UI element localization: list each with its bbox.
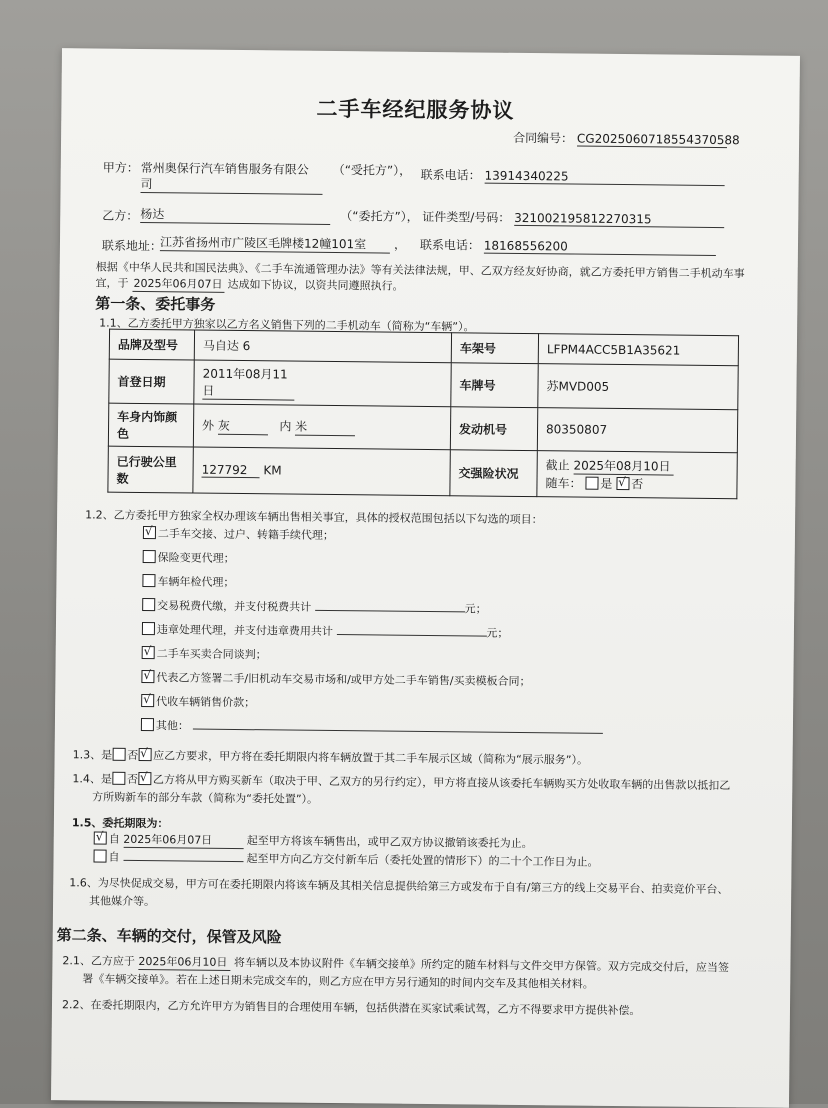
mileage-unit: KM xyxy=(263,463,282,478)
option-item xyxy=(142,645,267,662)
clause-2-1-cont: 署《车辆交接单》。若在上述日期未完成交车的，则乙方应在甲方另行通知的时间内交车及其他相关材料。 xyxy=(82,972,594,991)
option-item xyxy=(143,549,235,566)
clause-1-3-no: 否 xyxy=(127,748,139,762)
term-option2-blank[interactable] xyxy=(123,860,243,862)
option-item xyxy=(141,717,603,738)
reg-date-cell xyxy=(194,360,451,407)
party-b-phone-label: 联系电话： xyxy=(419,237,481,253)
table-row xyxy=(108,403,737,453)
engine-label: 发动机号 xyxy=(450,407,537,451)
option-label: 违章处理代理，并支付违章费用共计 xyxy=(156,623,333,639)
party-a-phone-label: 联系电话： xyxy=(420,167,481,183)
clause-1-4-no-checkbox[interactable] xyxy=(138,772,151,785)
party-b-phone-value: 18168556200 xyxy=(484,239,716,256)
option-label: 代表乙方签署二手/旧机动车交易市场和/或甲方处二手车销售/买卖模板合同； xyxy=(156,671,531,689)
document-title: 二手车经纪服务协议 xyxy=(316,96,515,123)
option-checkbox[interactable] xyxy=(141,718,154,731)
insurance-expire-prefix: 截止 xyxy=(545,458,570,473)
clause-1-4-yes-checkbox[interactable] xyxy=(112,772,125,785)
preamble-text-a: 宜，于 xyxy=(95,276,129,290)
clause-1-3-yes-checkbox[interactable] xyxy=(112,748,125,761)
contract-number-label: 合同编号： xyxy=(513,130,574,146)
interior-prefix: 内 xyxy=(279,419,292,434)
clause-1-2: 1.2、乙方委托甲方独家全权办理该车辆出售相关事宜，具体的授权范围包括以下勾选的项目： xyxy=(85,508,543,527)
party-a-name-line1: 常州奥保行汽车销售服务有限公 xyxy=(140,160,309,177)
option-checkbox[interactable] xyxy=(142,622,155,635)
party-b-label: 乙方： xyxy=(102,208,139,223)
party-b-id xyxy=(422,208,724,228)
checkbox-yes[interactable] xyxy=(585,477,598,490)
plate-value: 苏MVD005 xyxy=(538,364,738,410)
article-2-heading: 第二条、车辆的交付，保管及风险 xyxy=(56,926,282,947)
option-checkbox[interactable] xyxy=(142,598,155,611)
clause-1-1: 1.1、乙方委托甲方独家以乙方名义销售下列的二手机动车（简称为“车辆”）。 xyxy=(99,316,475,334)
brand-value: 马自达 6 xyxy=(194,330,451,363)
clause-2-1-text-b: 将车辆以及本协议附件《车辆交接单》所约定的随车材料与文件交甲方保管。双方完成交付后，应当签 xyxy=(233,955,729,975)
clause-1-3-text: 应乙方要求，甲方将在委托期限内将车辆放置于其二手车展示区域（简称为“展示服务”）。 xyxy=(153,749,589,767)
preamble-line2 xyxy=(95,275,403,295)
option-label: 其他： xyxy=(155,719,189,733)
party-a-phone xyxy=(421,166,725,186)
option-item xyxy=(141,669,530,689)
contract-number xyxy=(513,129,740,148)
clause-1-3-yes: 1.3、是 xyxy=(72,748,113,762)
option-label: 二手车交接、过户、转籍手续代理； xyxy=(157,527,334,543)
with-car-label: 随车： xyxy=(545,476,582,491)
option-checkbox[interactable] xyxy=(141,694,154,707)
clause-1-6-cont: 其他媒介等。 xyxy=(89,894,156,909)
clause-2-2: 2.2、在委托期限内，乙方允许甲方为销售目的合理使用车辆，包括供潜在买家试乘试驾，乙方不得要求甲方提供补偿。 xyxy=(61,998,641,1018)
checkbox-no-checked[interactable] xyxy=(616,477,629,490)
clause-1-4-cont: 方所购新车的部分车款（简称为“委托处置”）。 xyxy=(92,790,319,806)
tax-amount-blank[interactable] xyxy=(315,610,465,613)
vin-value: LFPM4ACC5B1A35621 xyxy=(538,334,738,366)
option-suffix: 元； xyxy=(464,602,487,616)
option-item xyxy=(141,693,255,710)
insurance-cell xyxy=(537,451,737,499)
term-option1-checkbox[interactable] xyxy=(94,832,107,845)
mileage-label: 已行驶公里数 xyxy=(108,446,193,493)
clause-1-3-no-checkbox[interactable] xyxy=(138,748,151,761)
option-checkbox[interactable] xyxy=(142,646,155,659)
table-row xyxy=(109,359,738,410)
plate-label: 车牌号 xyxy=(451,363,538,408)
vin-label: 车架号 xyxy=(451,333,538,364)
no-label: 否 xyxy=(631,477,644,492)
reg-date-value: 2011年08月11日 xyxy=(202,365,294,401)
clause-1-3 xyxy=(73,746,589,767)
preamble-line1: 根据《中华人民共和国民法典》、《二手车流通管理办法》等有关法律法规，甲、乙双方经友好协商，就乙方委托甲方销售二手机动车事 xyxy=(95,260,745,281)
term-start-date: 2025年06月07日 xyxy=(123,831,243,849)
engine-value: 80350807 xyxy=(537,408,737,453)
option-item xyxy=(142,621,509,641)
party-b-phone xyxy=(420,236,716,256)
option-label: 车辆年检代理； xyxy=(157,575,235,589)
brand-label: 品牌及型号 xyxy=(109,329,194,360)
article-1-heading: 第一条、委托事务 xyxy=(95,294,216,314)
delivery-date: 2025年06月10日 xyxy=(138,953,230,971)
option-item xyxy=(143,525,334,543)
option-item xyxy=(142,573,234,590)
party-a-name-line2: 司 xyxy=(141,175,323,195)
party-b-role: （“委托方”）， xyxy=(340,209,419,224)
clause-1-5: 1.5、委托期限为： xyxy=(71,816,169,831)
option-checkbox[interactable] xyxy=(142,574,155,587)
clause-2-1-text-a: 2.1、乙方应于 xyxy=(62,954,136,968)
party-a-phone-value: 13914340225 xyxy=(484,169,724,187)
mileage-value: 127792 xyxy=(202,463,260,479)
address-comma: ， xyxy=(393,237,407,252)
clause-1-4-yes: 1.4、是 xyxy=(72,772,112,786)
mileage-cell xyxy=(193,447,450,496)
other-blank[interactable] xyxy=(192,729,602,734)
option-label: 交易税费代缴，并支付税费共计 xyxy=(157,599,312,614)
preamble-text-b: 达成如下协议，以资共同遵照执行。 xyxy=(227,277,404,293)
term-option2-text: 起至甲方向乙方交付新车后（委托处置的情形下）的二十个工作日为止。 xyxy=(246,852,599,869)
exterior-color: 灰 xyxy=(218,417,268,436)
party-b-name: 杨达 xyxy=(140,205,330,225)
violation-amount-blank[interactable] xyxy=(336,634,486,637)
exterior-prefix: 外 xyxy=(202,418,215,433)
party-a-label: 甲方： xyxy=(102,160,139,175)
term-option1-text: 起至甲方将该车辆售出，或甲乙双方协议撤销该委托为止。 xyxy=(246,834,533,851)
option-label: 代收车辆销售价款； xyxy=(156,695,256,710)
option-checkbox[interactable] xyxy=(143,526,156,539)
option-label: 二手车买卖合同谈判； xyxy=(156,647,267,662)
vehicle-table xyxy=(107,329,739,500)
color-label: 车身内饰颜色 xyxy=(108,403,193,447)
preamble-date: 2025年06月07日 xyxy=(132,275,224,293)
term-option2-from: 自 xyxy=(108,850,120,864)
party-b-id-label: 证件类型/号码： xyxy=(422,209,511,225)
clause-1-4-text: 乙方将从甲方购买新车（取决于甲、乙双方的另行约定），甲方将直接从该委托车辆购买方处收取车辆的出售款以抵扣乙 xyxy=(152,773,731,793)
contract-number-value: CG2025060718554370588 xyxy=(576,131,740,148)
insurance-label: 交强险状况 xyxy=(450,450,537,497)
interior-color: 米 xyxy=(295,418,355,437)
party-b-id-value: 321002195812270315 xyxy=(514,211,724,228)
term-option1-from: 自 xyxy=(108,832,120,846)
option-suffix: 元； xyxy=(486,626,509,640)
term-option2-checkbox[interactable] xyxy=(93,850,106,863)
insurance-expire-date: 2025年08月10日 xyxy=(573,457,673,476)
yes-label: 是 xyxy=(600,476,613,491)
color-cell xyxy=(193,404,450,450)
address-label: 联系地址： xyxy=(101,238,163,254)
contract-page xyxy=(51,48,800,1108)
clause-1-6: 1.6、为尽快促成交易，甲方可在委托期限内将该车辆及其相关信息提供给第三方或发布于自有/第三方的线上交易平台、拍卖竞价平台、 xyxy=(69,876,729,897)
option-item xyxy=(142,597,487,617)
option-checkbox[interactable] xyxy=(141,670,154,683)
address-value: 江苏省扬州市广陵区毛牌楼12幢101室 xyxy=(160,233,390,253)
party-a-role: （“受托方”）， xyxy=(332,162,412,178)
clause-1-4-no: 否 xyxy=(126,772,138,786)
option-checkbox[interactable] xyxy=(143,550,156,563)
reg-date-label: 首登日期 xyxy=(109,359,194,404)
option-label: 保险变更代理； xyxy=(157,551,235,565)
table-row xyxy=(108,446,737,499)
